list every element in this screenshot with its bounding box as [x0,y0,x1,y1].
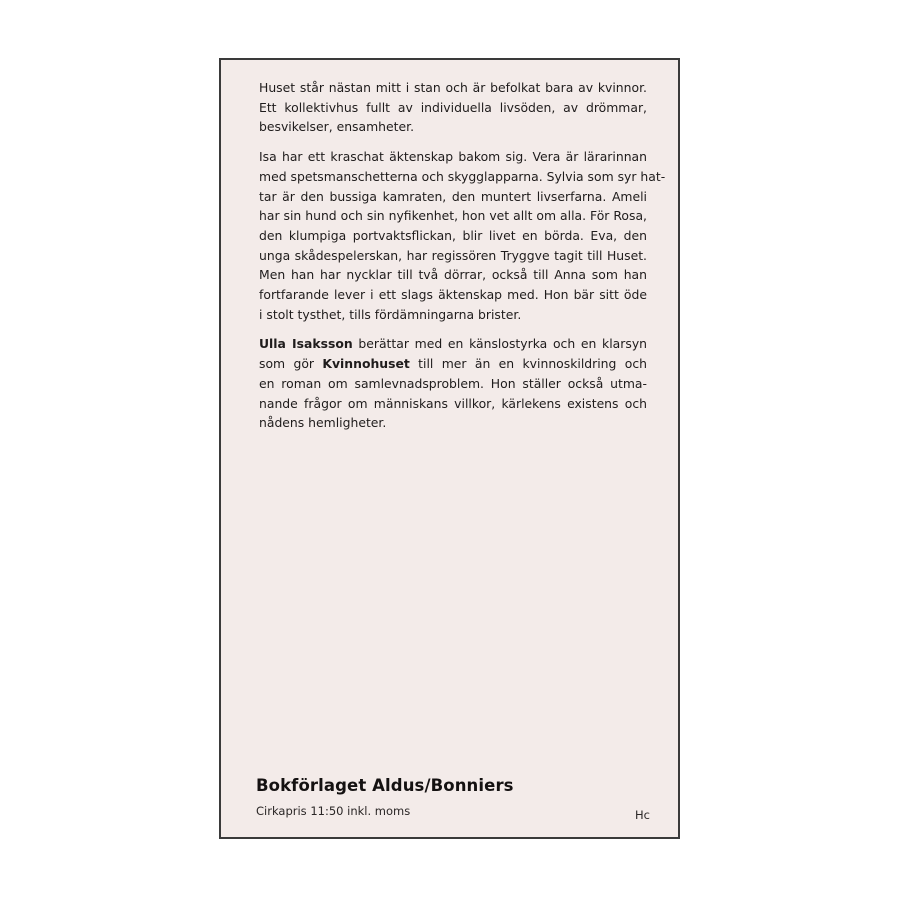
text-line: Ett kollektivhus fullt av individuella livsöden, av drömmar, [259,99,647,115]
text-fragment: berättar med en känslostyrka och en klarsyn [352,336,648,352]
paragraph-characters [259,147,666,324]
text-line: Men han har nycklar till två dörrar, också till Anna som han [259,267,647,283]
text-line: Huset står nästan mitt i stan och är befolkat bara av kvinnor. [259,80,647,95]
text-line: har sin hund och sin nyfikenhet, hon vet allt om alla. För Rosa, [259,208,647,224]
author-name: Ulla Isaksson [259,336,353,352]
text-line: den klumpiga portvaktsflickan, blir livet en börda. Eva, den [259,227,647,243]
book-title: Kvinnohuset [322,356,410,372]
blurb-text [259,78,666,443]
text-fragment: till mer än en kvinnoskildring och [409,356,647,372]
text-line: nådens hemligheter. [259,415,387,431]
text-line: en roman om samlevnadsproblem. Hon ställer också utma- [259,375,647,391]
paragraph-author [259,334,647,433]
book-back-cover [219,58,680,839]
text-line [259,354,647,374]
text-line: med spetsmanschetterna och skygglapparna. Sylvia som syr hat- [259,168,666,184]
text-line: i stolt tysthet, tills fördämningarna brister. [259,306,522,322]
text-line: besvikelser, ensamheter. [259,119,415,135]
text-line: nande frågor om människans villkor, kärlekens existens och [259,395,647,411]
publisher-name: Bokförlaget Aldus/Bonniers [256,776,514,795]
text-line: fortfarande lever i ett slags äktenskap med. Hon bär sitt öde [259,287,647,303]
text-line: tar är den bussiga kamraten, den muntert livserfarna. Ameli [259,188,647,204]
text-line: unga skådespelerskan, har regissören Tryggve tagit till Huset. [259,247,647,263]
text-line: Isa har ett kraschat äktenskap bakom sig. Vera är lärarinnan [259,149,647,165]
price-label: Cirkapris 11:50 inkl. moms [256,804,411,818]
paragraph-intro [259,78,647,137]
text-line [259,334,647,354]
text-fragment: som gör [259,356,323,372]
edition-code: Hc [635,808,650,822]
